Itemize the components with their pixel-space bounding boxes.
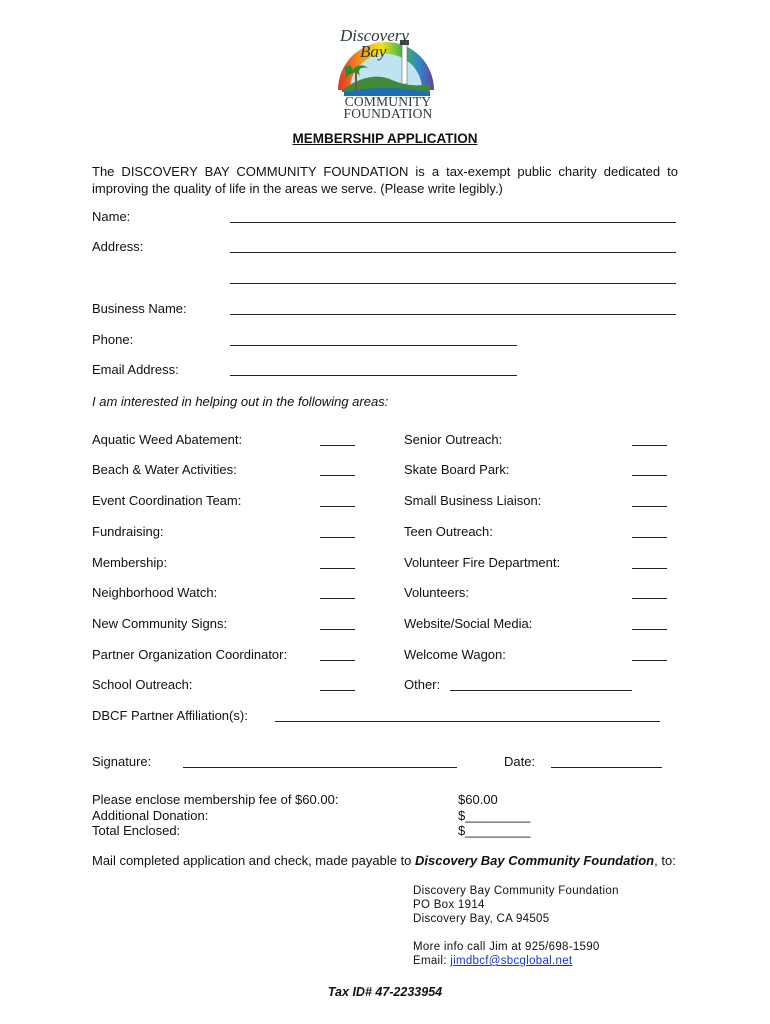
fee-value: $60.00 [458,792,498,807]
email-label: Email Address: [92,362,179,377]
interest-blank[interactable] [632,475,667,476]
signature-field[interactable] [183,767,457,768]
interest-item: Other: [404,677,441,692]
interest-blank[interactable] [632,629,667,630]
interest-blank[interactable] [320,537,355,538]
interest-blank[interactable] [320,660,355,661]
total-label: Total Enclosed: [92,823,181,838]
interest-item: Aquatic Weed Abatement: [92,432,243,447]
interest-item: School Outreach: [92,677,193,692]
business-name-field[interactable] [230,314,676,315]
interest-item: Senior Outreach: [404,432,503,447]
interest-blank[interactable] [632,506,667,507]
affiliation-field[interactable] [275,721,660,722]
interest-item: Fundraising: [92,524,164,539]
signature-label: Signature: [92,754,152,769]
interest-blank[interactable] [320,690,355,691]
date-label: Date: [504,754,536,769]
donation-label: Additional Donation: [92,807,209,823]
email-prefix: Email: [413,955,451,967]
logo-script-text [340,28,409,60]
mail-prefix: Mail completed application and check, made payable to [92,853,416,868]
interest-blank[interactable] [632,568,667,569]
email-link[interactable]: jimdbcf@sbcglobal.net [450,955,573,967]
interest-item: Beach & Water Activities: [92,462,237,477]
other-field[interactable] [450,690,632,691]
phone-field[interactable] [230,345,517,346]
address-line3: Discovery Bay, CA 94505 [413,913,550,925]
interest-item: Teen Outreach: [404,524,493,539]
interest-blank[interactable] [320,445,355,446]
interest-item: New Community Signs: [92,616,228,631]
intro-paragraph: The DISCOVERY BAY COMMUNITY FOUNDATION is a tax-exempt public charity dedicated to improving the quality of life in the areas we serve. (Please write legibly.) [92,164,678,196]
interest-item: Volunteers: [404,585,470,600]
donation-value[interactable]: $_________ [458,807,531,823]
name-field[interactable] [230,222,676,223]
address-line1: Discovery Bay Community Foundation [413,885,619,897]
interest-blank[interactable] [320,568,355,569]
logo-word-foundation: FOUNDATION [343,106,433,121]
fee-label: Please enclose membership fee of $60.00: [92,792,339,807]
logo-script-line1: Discovery [340,26,409,45]
interest-item: Welcome Wagon: [404,647,506,662]
mail-suffix: , to: [654,853,676,868]
fee-labels [92,792,338,839]
date-field[interactable] [551,767,662,768]
affiliation-label: DBCF Partner Affiliation(s): [92,708,248,723]
mail-instruction [92,853,676,868]
address-field-line2[interactable] [230,283,676,284]
address-field-line1[interactable] [230,252,676,253]
interest-item: Website/Social Media: [404,616,533,631]
interest-item: Skate Board Park: [404,462,510,477]
fee-values [458,792,530,839]
interest-blank[interactable] [320,475,355,476]
mail-payee: Discovery Bay Community Foundation [415,853,655,868]
interest-item: Volunteer Fire Department: [404,555,561,570]
interest-blank[interactable] [632,445,667,446]
email-line [413,954,619,968]
email-field[interactable] [230,375,517,376]
interest-blank[interactable] [320,629,355,630]
logo-word-community: COMMUNITY [344,94,432,109]
interest-blank[interactable] [320,598,355,599]
interest-blank[interactable] [632,537,667,538]
address-label: Address: [92,239,144,254]
interest-item: Membership: [92,555,168,570]
total-value[interactable]: $_________ [458,823,531,838]
interest-blank[interactable] [632,598,667,599]
phone-label: Phone: [92,332,134,347]
interest-item: Partner Organization Coordinator: [92,647,288,662]
interest-item: Neighborhood Watch: [92,585,218,600]
interest-item: Event Coordination Team: [92,493,242,508]
interest-blank[interactable] [632,660,667,661]
address-line2: PO Box 1914 [413,899,485,911]
more-info: More info call Jim at 925/698-1590 [413,941,600,953]
business-name-label: Business Name: [92,301,187,316]
mailing-address [413,884,619,968]
page-title: MEMBERSHIP APPLICATION [292,131,478,146]
name-label: Name: [92,209,131,224]
tax-id: Tax ID# 47-2233954 [327,985,443,999]
interest-blank[interactable] [320,506,355,507]
logo-script-line2: Bay [360,42,387,61]
interest-prompt: I am interested in helping out in the following areas: [92,394,389,409]
interest-item: Small Business Liaison: [404,493,542,508]
